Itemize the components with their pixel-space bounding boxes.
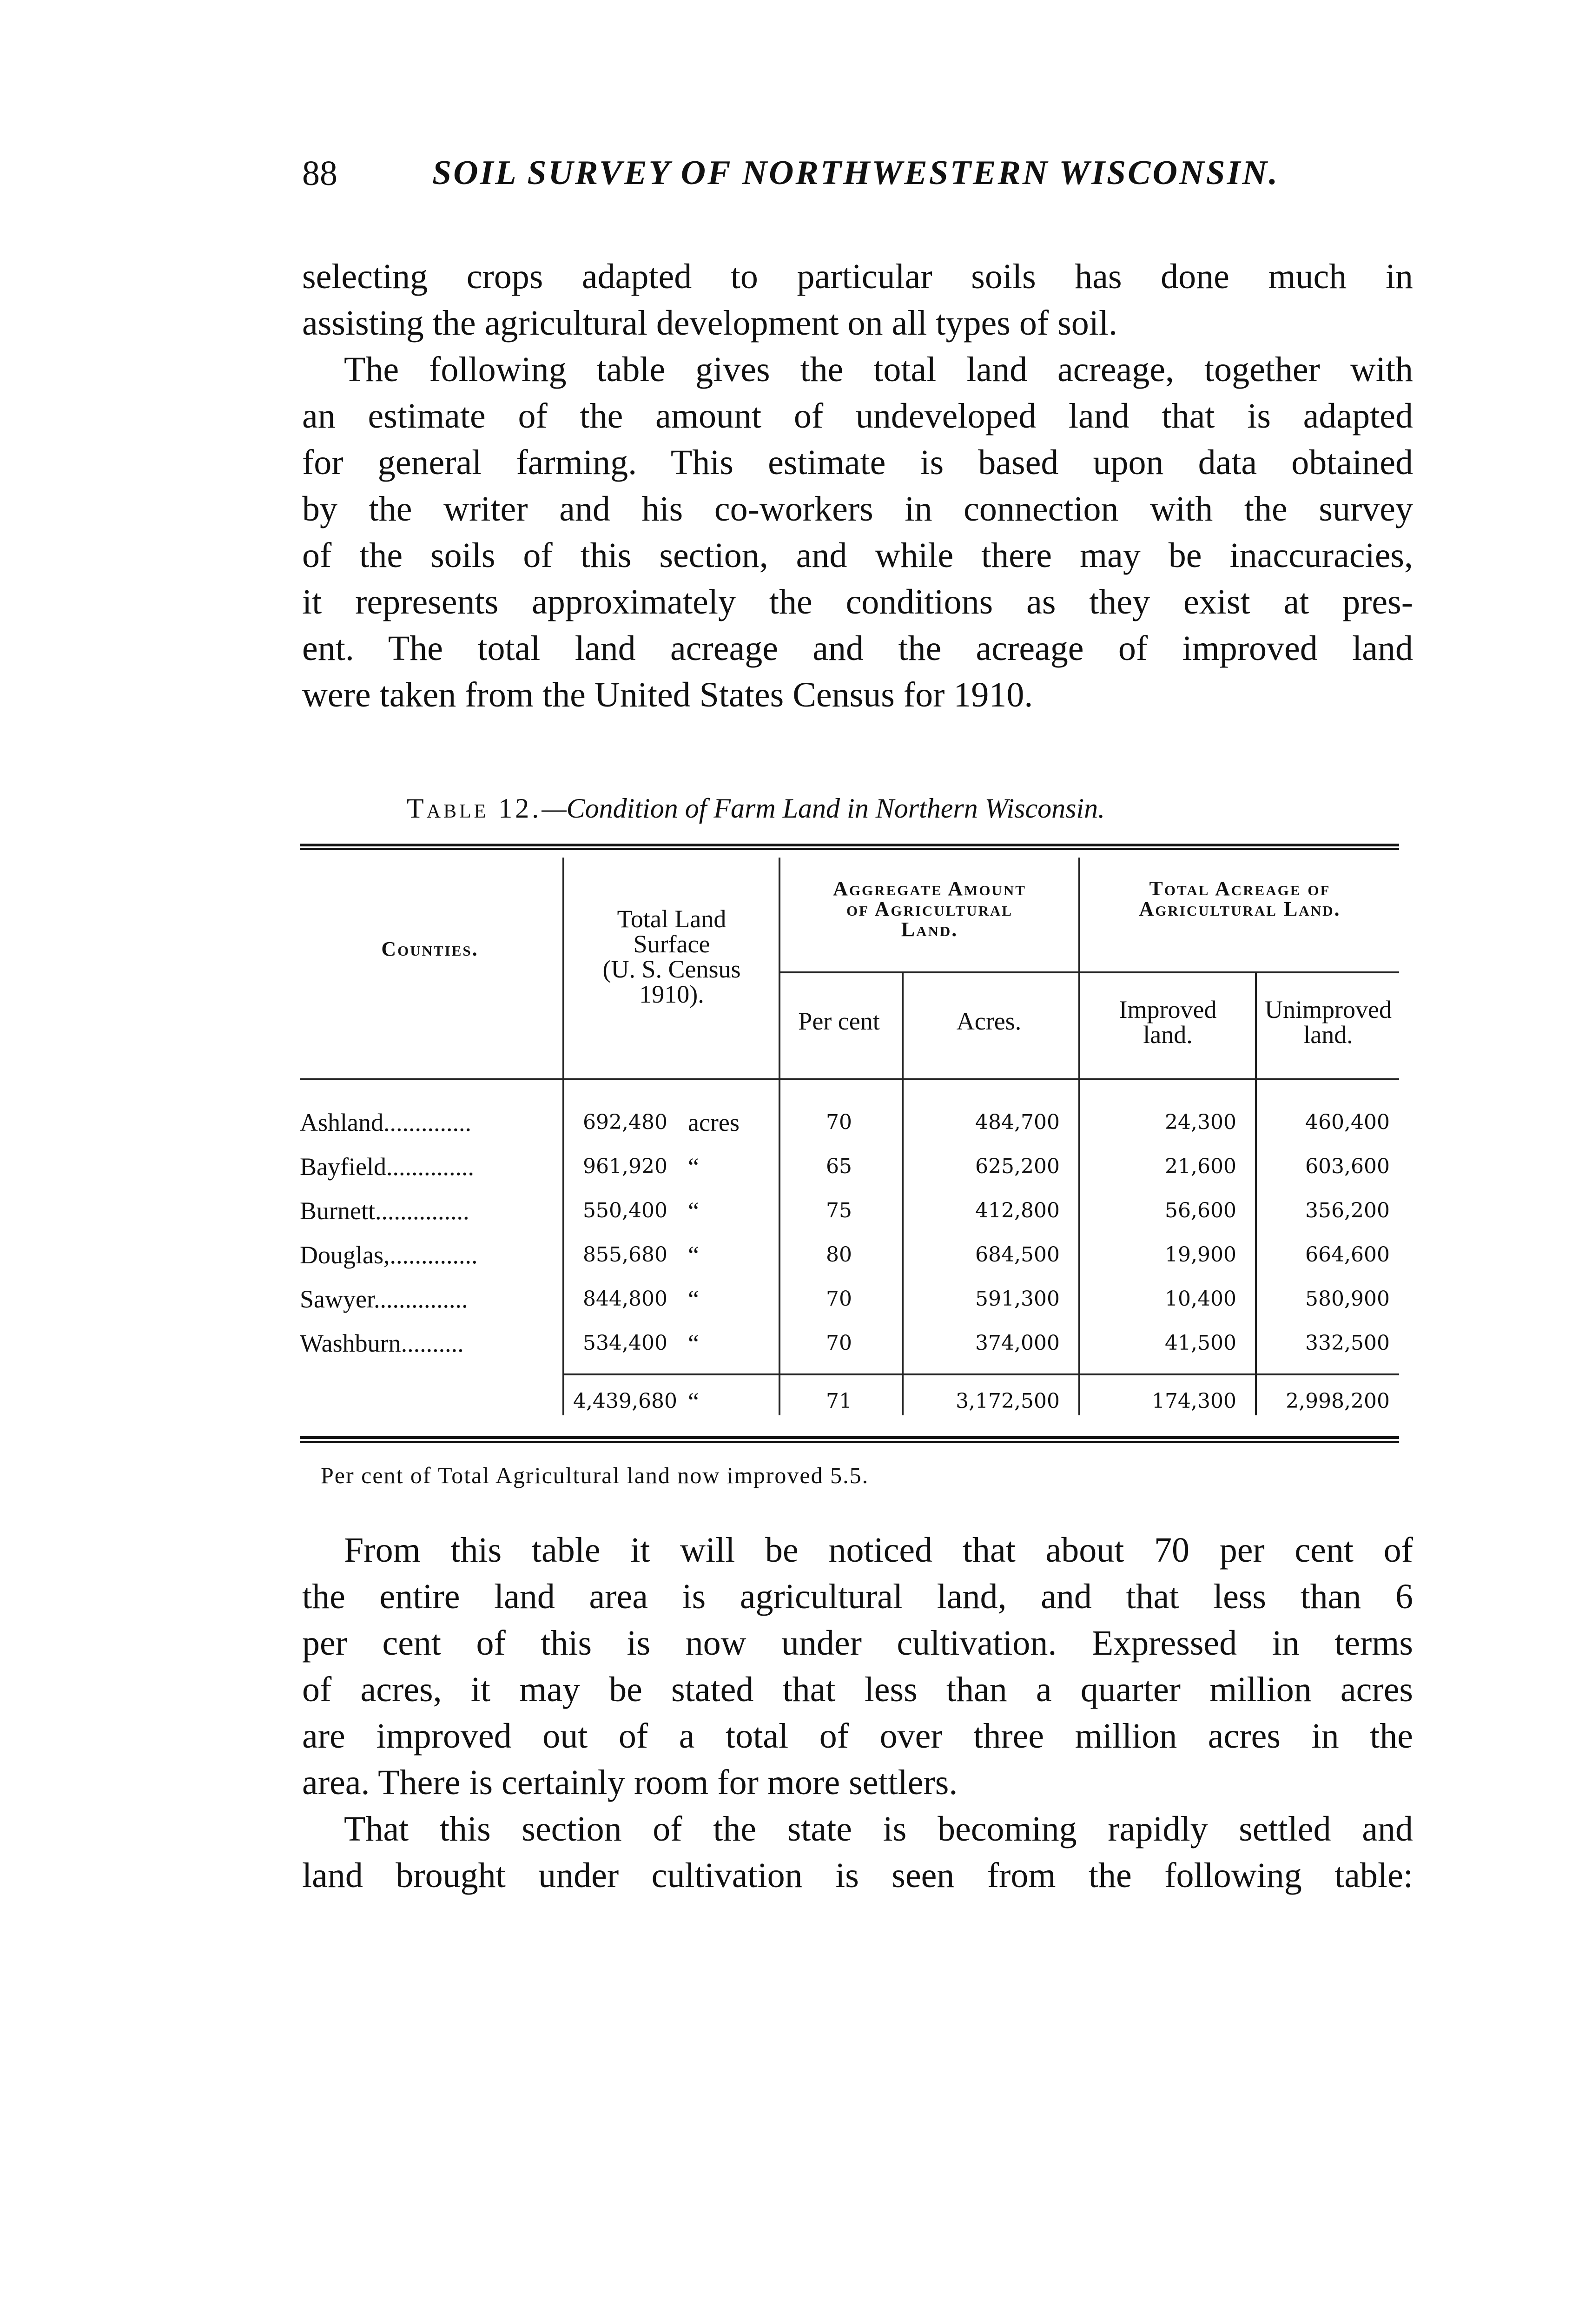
table-row [300,1232,1399,1278]
unit-cell: “ [688,1329,699,1357]
unimproved-cell: 460,400 [1305,1110,1390,1134]
header-unimproved-land: Unimproved land. [1265,996,1392,1049]
unit-cell: acres [688,1109,740,1136]
total-rule [562,1373,1399,1375]
percent-cell: 70 [826,1287,852,1311]
table-bottom-rule [300,1436,1399,1443]
header-subrule [779,971,1399,973]
percent-total-cell: 71 [826,1389,852,1413]
county-cell: Ashland.............. [300,1109,471,1136]
county-cell: Burnett............... [300,1197,469,1225]
paragraph-4 [302,1806,1413,1899]
improved-cell: 19,900 [1165,1243,1236,1267]
text-line: The following table gives the total land acreage, together with [344,350,1413,389]
table-row [300,1188,1399,1234]
county-cell: Douglas,.............. [300,1241,478,1269]
county-cell: Bayfield.............. [300,1153,474,1181]
table-row [300,1099,1399,1146]
table-row [300,1143,1399,1190]
table-total-row [300,1378,1399,1425]
page-number: 88 [302,154,337,193]
unit-cell: “ [688,1241,699,1269]
table-row [300,1276,1399,1322]
unit-cell: “ [688,1197,699,1225]
unit-cell: “ [688,1285,699,1313]
text-line: the entire land area is agricultural land, and that less than 6 [302,1577,1413,1616]
acres-cell: 374,000 [975,1331,1060,1355]
improved-cell: 10,400 [1165,1287,1236,1311]
text-line: were taken from the United States Census for 1910. [302,675,1033,714]
acres-total-cell: 3,172,500 [956,1389,1060,1413]
text-line: of the soils of this section, and while there may be inaccuracies, [302,536,1413,575]
text-line: for general farming. This estimate is based upon data obtained [302,443,1413,482]
percent-cell: 65 [826,1155,852,1178]
surface-total-cell: 4,439,680 [573,1389,677,1413]
table-caption-title: —Condition of Farm Land in Northern Wisconsin. [542,793,1105,824]
county-cell: Sawyer............... [300,1285,468,1313]
table-footnote: Per cent of Total Agricultural land now improved 5.5. [321,1462,869,1488]
text-line: land brought under cultivation is seen from the following table: [302,1856,1413,1895]
percent-cell: 70 [826,1331,852,1355]
surface-cell: 855,680 [583,1243,667,1267]
header-acres: Acres. [956,1007,1022,1035]
text-line: an estimate of the amount of undeveloped land that is adapted [302,396,1413,436]
header-improved-land: Improved land. [1119,996,1217,1049]
surface-cell: 961,920 [583,1155,667,1178]
text-line: per cent of this is now under cultivation. Expressed in terms [302,1624,1413,1663]
farm-land-table [300,837,1399,1450]
unimproved-cell: 332,500 [1305,1331,1390,1355]
percent-cell: 75 [826,1199,852,1222]
text-line: That this section of the state is becoming rapidly settled and [344,1809,1413,1849]
improved-cell: 41,500 [1165,1331,1236,1355]
unimproved-total-cell: 2,998,200 [1286,1389,1390,1413]
paragraph-1 [302,253,1413,346]
unit-cell: “ [688,1153,699,1181]
text-line: ent. The total land acreage and the acreage of improved land [302,629,1413,668]
improved-cell: 21,600 [1165,1155,1236,1178]
improved-cell: 24,300 [1165,1110,1236,1134]
acres-cell: 591,300 [975,1287,1060,1311]
table-caption [407,792,1105,825]
header-total-acreage: Total Acreage of Agricultural Land. [1139,877,1341,920]
running-title: SOIL SURVEY OF NORTHWESTERN WISCONSIN. [432,154,1280,192]
text-line: of acres, it may be stated that less than a quarter million acres [302,1670,1413,1709]
surface-cell: 550,400 [583,1199,667,1222]
county-cell: Washburn.......... [300,1329,464,1357]
text-line: by the writer and his co-workers in connection with the survey [302,489,1413,528]
table-top-rule [300,844,1399,850]
header-total-land-surface: Total Land Surface (U. S. Census 1910). [602,905,741,1008]
header-bottom-rule [300,1078,1399,1080]
acres-cell: 684,500 [975,1243,1060,1267]
text-line: area. There is certainly room for more settlers. [302,1763,958,1802]
surface-cell: 534,400 [583,1331,667,1355]
table-row [300,1320,1399,1367]
acres-cell: 625,200 [975,1155,1060,1178]
table-caption-label: Table 12. [407,793,542,824]
paragraph-3 [302,1527,1413,1806]
unimproved-cell: 603,600 [1305,1155,1390,1178]
percent-cell: 70 [826,1110,852,1134]
header-counties: Counties. [381,938,479,960]
percent-cell: 80 [826,1243,852,1267]
text-line: From this table it will be noticed that about 70 per cent of [344,1531,1413,1570]
text-line: are improved out of a total of over three million acres in the [302,1717,1413,1756]
paragraph-2 [302,346,1413,718]
improved-total-cell: 174,300 [1152,1389,1236,1413]
header-per-cent: Per cent [798,1007,880,1035]
text-line: it represents approximately the conditions as they exist at pres- [302,582,1413,621]
unimproved-cell: 356,200 [1305,1199,1390,1222]
header-aggregate-amount: Aggregate Amount of Agricultural Land. [833,877,1026,941]
surface-cell: 844,800 [583,1287,667,1311]
text-line: assisting the agricultural development on all types of soil. [302,304,1117,343]
acres-cell: 484,700 [975,1110,1060,1134]
text-line: selecting crops adapted to particular soils has done much in [302,257,1413,296]
unimproved-cell: 664,600 [1305,1243,1390,1267]
surface-cell: 692,480 [583,1110,667,1134]
improved-cell: 56,600 [1165,1199,1236,1222]
acres-cell: 412,800 [975,1199,1060,1222]
unimproved-cell: 580,900 [1305,1287,1390,1311]
unit-cell: “ [688,1387,699,1415]
page-header [302,153,1408,205]
